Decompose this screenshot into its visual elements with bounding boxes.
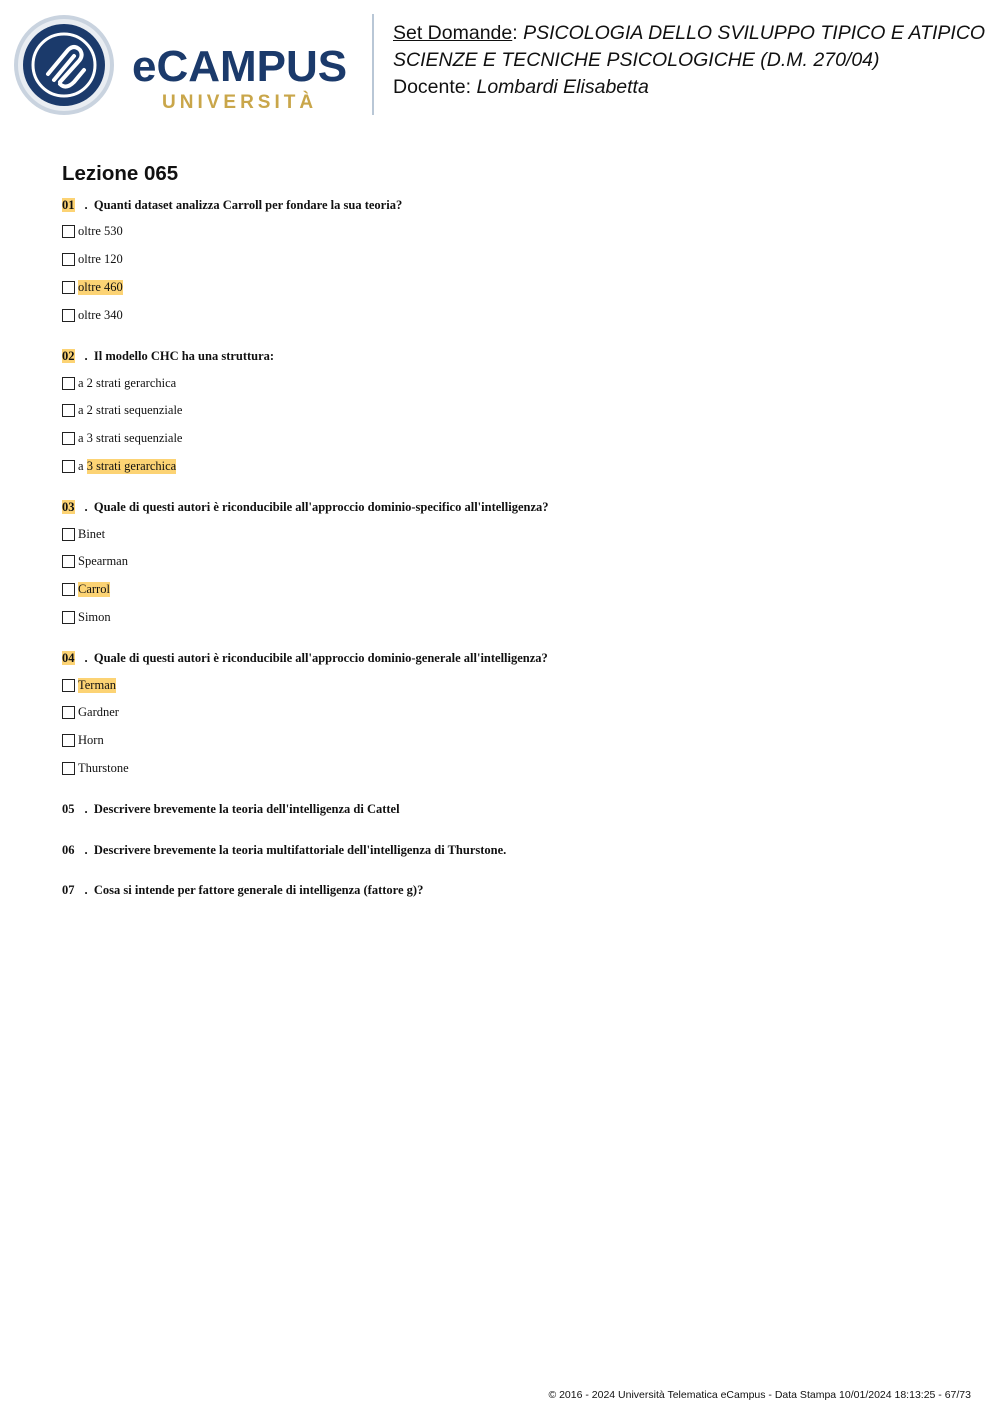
answer-option[interactable] bbox=[62, 761, 129, 776]
set-domande-label: Set Domande bbox=[393, 22, 513, 44]
option-prefix: a bbox=[78, 459, 87, 473]
question-05: 05 . Descrivere brevemente la teoria dell'intelligenza di Cattel bbox=[62, 802, 400, 816]
answer-option[interactable] bbox=[62, 554, 128, 569]
answer-option-correct[interactable] bbox=[62, 678, 116, 693]
option-label: a 3 strati sequenziale bbox=[78, 431, 183, 445]
question-number: 05 bbox=[62, 802, 75, 816]
checkbox[interactable] bbox=[62, 281, 75, 294]
checkbox[interactable] bbox=[62, 762, 75, 775]
logo-subtitle: UNIVERSITÀ bbox=[162, 92, 318, 113]
question-number: 02 bbox=[62, 349, 75, 363]
answer-option[interactable] bbox=[62, 733, 104, 748]
question-text: Descrivere brevemente la teoria dell'intelligenza di Cattel bbox=[93, 802, 400, 816]
option-label: Gardner bbox=[78, 705, 119, 719]
option-label: a 2 strati gerarchica bbox=[78, 376, 177, 390]
logo-wordmark: eCAMPUS bbox=[132, 42, 348, 91]
question-number: 04 bbox=[62, 651, 75, 665]
question-03: 03 . Quale di questi autori è riconducibile all'approccio dominio-specifico all'intelligenza? bbox=[62, 500, 549, 514]
option-label: oltre 340 bbox=[78, 308, 123, 322]
checkbox[interactable] bbox=[62, 404, 75, 417]
checkbox[interactable] bbox=[62, 528, 75, 541]
question-06: 06 . Descrivere brevemente la teoria multifattoriale dell'intelligenza di Thurstone. bbox=[62, 843, 507, 857]
header-line-1 bbox=[393, 20, 993, 47]
degree-name: SCIENZE E TECNICHE PSICOLOGICHE (D.M. 270/04) bbox=[393, 49, 880, 71]
checkbox[interactable] bbox=[62, 706, 75, 719]
checkbox[interactable] bbox=[62, 377, 75, 390]
question-02: 02 . Il modello CHC ha una struttura: bbox=[62, 349, 275, 363]
header-info bbox=[393, 20, 993, 101]
course-title: PSICOLOGIA DELLO SVILUPPO TIPICO E ATIPICO bbox=[523, 22, 986, 44]
answer-option[interactable] bbox=[62, 527, 105, 542]
option-label: Carrol bbox=[78, 582, 110, 596]
header-line-3 bbox=[393, 74, 993, 101]
answer-option-correct[interactable] bbox=[62, 280, 123, 295]
option-label: oltre 530 bbox=[78, 224, 123, 238]
option-label: Terman bbox=[78, 678, 116, 692]
option-label: Simon bbox=[78, 610, 111, 624]
checkbox[interactable] bbox=[62, 460, 75, 473]
answer-option[interactable] bbox=[62, 431, 182, 446]
set-separator: : bbox=[512, 22, 524, 44]
option-label: Thurstone bbox=[78, 761, 129, 775]
checkbox[interactable] bbox=[62, 679, 75, 692]
answer-option[interactable] bbox=[62, 376, 176, 391]
option-label: oltre 460 bbox=[78, 280, 123, 294]
answer-option[interactable] bbox=[62, 705, 119, 720]
checkbox[interactable] bbox=[62, 555, 75, 568]
question-text: Quanti dataset analizza Carroll per fondare la sua teoria? bbox=[93, 198, 403, 212]
question-01: 01 . Quanti dataset analizza Carroll per fondare la sua teoria? bbox=[62, 198, 403, 212]
option-label: 3 strati gerarchica bbox=[86, 459, 177, 473]
checkbox[interactable] bbox=[62, 611, 75, 624]
question-number: 06 bbox=[62, 843, 75, 857]
question-text: Quale di questi autori è riconducibile all'approccio dominio-specifico all'intelligenza? bbox=[93, 500, 549, 514]
checkbox[interactable] bbox=[62, 583, 75, 596]
option-label: Spearman bbox=[78, 554, 128, 568]
answer-option[interactable] bbox=[62, 224, 123, 239]
header-divider bbox=[372, 14, 374, 115]
page-header bbox=[0, 0, 1000, 130]
answer-option[interactable] bbox=[62, 308, 123, 323]
question-number: 01 bbox=[62, 198, 75, 212]
answer-option-correct[interactable] bbox=[62, 582, 110, 597]
answer-option-correct[interactable] bbox=[62, 459, 176, 474]
option-label: a 2 strati sequenziale bbox=[78, 403, 183, 417]
question-number: 07 bbox=[62, 883, 75, 897]
checkbox[interactable] bbox=[62, 309, 75, 322]
answer-option[interactable] bbox=[62, 252, 123, 267]
question-text: Descrivere brevemente la teoria multifattoriale dell'intelligenza di Thurstone. bbox=[93, 843, 507, 857]
question-text: Cosa si intende per fattore generale di intelligenza (fattore g)? bbox=[93, 883, 424, 897]
option-label: oltre 120 bbox=[78, 252, 123, 266]
answer-option[interactable] bbox=[62, 610, 111, 625]
ecampus-logo bbox=[14, 14, 359, 118]
lesson-title: Lezione 065 bbox=[62, 162, 179, 185]
question-07: 07 . Cosa si intende per fattore generale di intelligenza (fattore g)? bbox=[62, 883, 424, 897]
page-footer: © 2016 - 2024 Università Telematica eCampus - Data Stampa 10/01/2024 18:13:25 - 67/73 bbox=[548, 1389, 971, 1401]
checkbox[interactable] bbox=[62, 432, 75, 445]
option-label: Horn bbox=[78, 733, 104, 747]
question-text: Il modello CHC ha una struttura: bbox=[93, 349, 275, 363]
question-number: 03 bbox=[62, 500, 75, 514]
checkbox[interactable] bbox=[62, 225, 75, 238]
teacher-name: Lombardi Elisabetta bbox=[476, 76, 649, 98]
question-04: 04 . Quale di questi autori è riconducibile all'approccio dominio-generale all'intelligenza? bbox=[62, 651, 548, 665]
checkbox[interactable] bbox=[62, 734, 75, 747]
question-text: Quale di questi autori è riconducibile all'approccio dominio-generale all'intelligenza? bbox=[93, 651, 548, 665]
option-label: Binet bbox=[78, 527, 106, 541]
answer-option[interactable] bbox=[62, 403, 182, 418]
teacher-label: Docente: bbox=[393, 76, 477, 98]
checkbox[interactable] bbox=[62, 253, 75, 266]
